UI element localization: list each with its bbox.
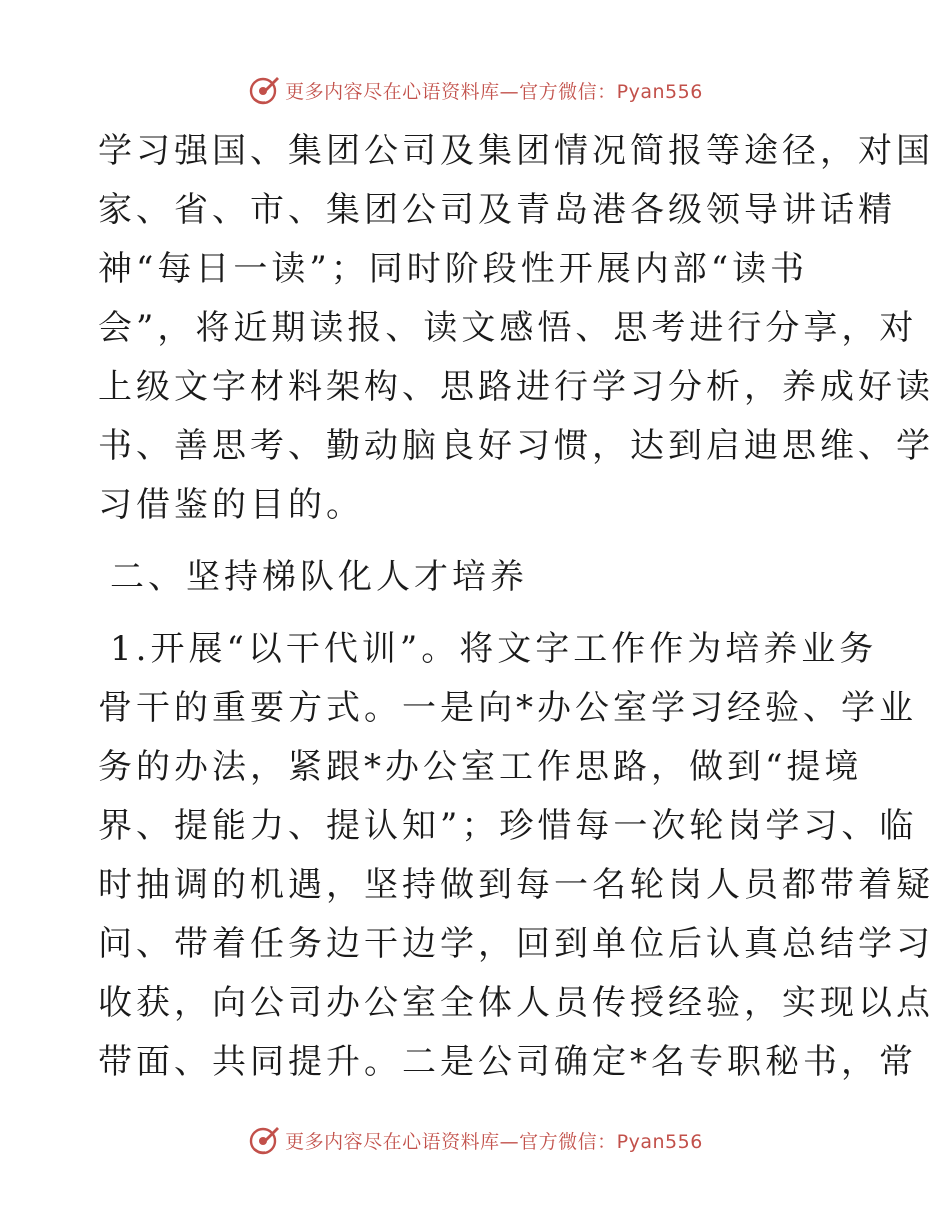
- header-watermark: [0, 70, 950, 110]
- document-body: [98, 122, 934, 1092]
- pen-logo-icon: [247, 73, 281, 107]
- text-line: 神“每日一读”；同时阶段性开展内部“读书: [98, 249, 809, 289]
- paragraph-1: [98, 122, 934, 535]
- text-line: 习借鉴的目的。: [98, 485, 364, 525]
- text-line: 收获，向公司办公室全体人员传授经验，实现以点: [98, 983, 934, 1023]
- text-line: 问、带着任务边干边学，回到单位后认真总结学习: [98, 924, 934, 964]
- section-heading: 二、坚持梯队化人才培养: [110, 557, 528, 597]
- text-line: 界、提能力、提认知”；珍惜每一次轮岗学习、临: [98, 806, 918, 846]
- pen-logo-icon: [247, 1123, 281, 1157]
- text-line: 骨干的重要方式。一是向*办公室学习经验、学业: [98, 688, 917, 728]
- text-line: 家、省、市、集团公司及青岛港各级领导讲话精: [98, 190, 896, 230]
- watermark-text: 更多内容尽在心语资料库—官方微信：Pyan556: [285, 1130, 703, 1153]
- text-line: 会”，将近期读报、读文感悟、思考进行分享，对: [98, 308, 918, 348]
- watermark-text: 更多内容尽在心语资料库—官方微信：Pyan556: [285, 80, 703, 103]
- text-line: 书、善思考、勤动脑良好习惯，达到启迪思维、学: [98, 426, 934, 466]
- paragraph-2: [98, 620, 934, 1092]
- footer-watermark: [0, 1120, 950, 1160]
- text-line: 务的办法，紧跟*办公室工作思路，做到“提境: [98, 747, 863, 787]
- text-line: 带面、共同提升。二是公司确定*名专职秘书，常: [98, 1042, 917, 1082]
- text-line: 学习强国、集团公司及集团情况简报等途径，对国: [98, 131, 934, 171]
- text-line: 时抽调的机遇，坚持做到每一名轮岗人员都带着疑: [98, 865, 934, 905]
- text-line: 1.开展“以干代训”。将文字工作作为培养业务: [110, 629, 878, 669]
- text-line: 上级文字材料架构、思路进行学习分析，养成好读: [98, 367, 934, 407]
